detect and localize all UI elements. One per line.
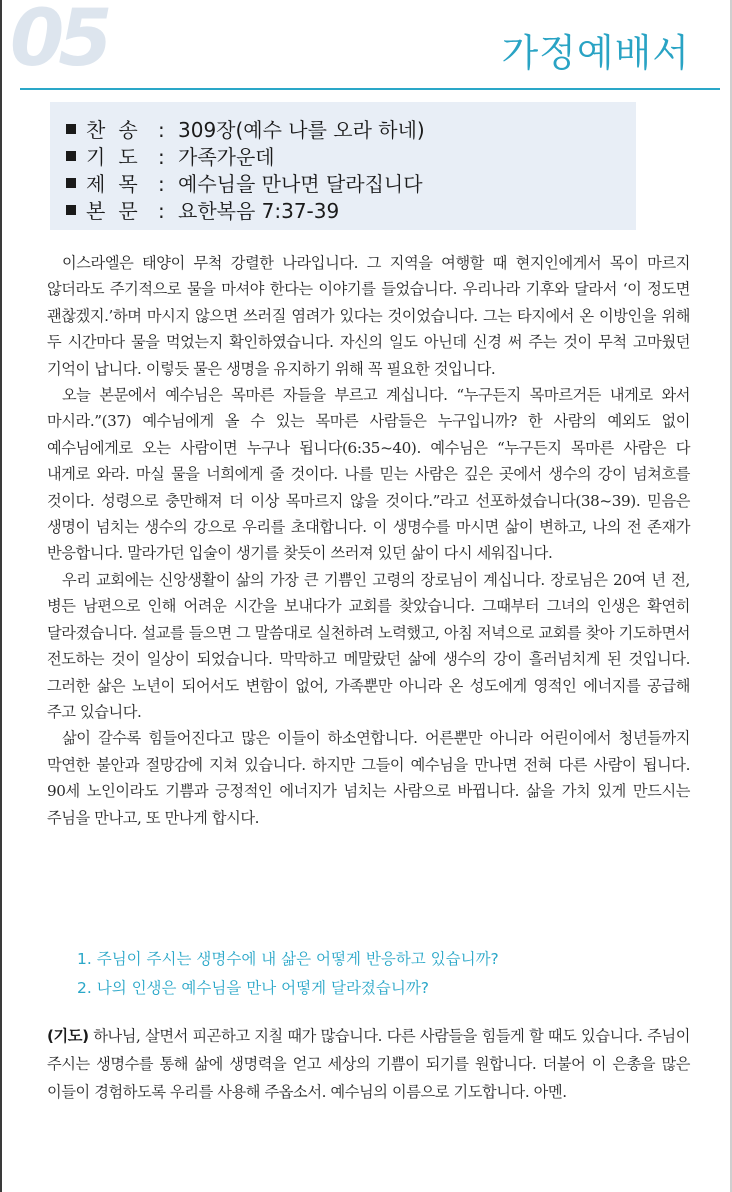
info-colon: :	[158, 172, 165, 196]
info-value: 요한복음 7:37-39	[178, 199, 340, 223]
bullet-square-icon	[66, 124, 76, 134]
info-row-subject	[66, 168, 423, 196]
sermon-paragraph: 삶이 갈수록 힘들어진다고 많은 이들이 하소연합니다. 어른뿐만 아니라 어린이에서 청년들까지 막연한 불안과 절망감에 지쳐 있습니다. 하지만 그들이 예수님을 만나면 전혀 다른 사람이 됩니다. 90세 노인이라도 기쁨과 긍정적인 에너지가 넘치는 사람으로 바뀝니다. 삶을 가치 있게 만드시는 주님을 만나고, 또 만나게 합시다.	[47, 729, 690, 827]
question-item: 1. 주님이 주시는 생명수에 내 삶은 어떻게 반응하고 있습니까?	[77, 950, 499, 968]
prayer-paragraph	[47, 1022, 690, 1106]
info-row-scripture	[66, 195, 339, 223]
page-number: 05	[10, 0, 107, 84]
prayer-text: 하나님, 살면서 피곤하고 지칠 때가 많습니다. 다른 사람들을 힘들게 할 때도 있습니다. 주님이 주시는 생명수를 통해 삶에 생명력을 얻고 세상의 기쁨이 되기를 원합니다. 더불어 이 은총을 많은 이들이 경험하도록 우리를 사용해 주옵소서. 예수님의 이름으로 기도합니다. 아멘.	[47, 1027, 690, 1101]
sermon-paragraph: 오늘 본문에서 예수님은 목마른 자들을 부르고 계십니다. “누구든지 목마르거든 내게로 와서 마시라.”(37) 예수님에게 올 수 있는 목마른 사람들은 누구입니까? 한 사람의 예외도 없이 예수님에게로 오는 사람이면 누구나 됩니다(6:35~40). 예수님은 “누구든지 목마른 사람은 다 내게로 와라. 마실 물을 너희에게 줄 것이다. 나를 믿는 사람은 깊은 곳에서 생수의 강이 넘쳐흐를 것이다. 성령으로 충만해져 더 이상 목마르지 않을 것이다.”라고 선포하셨습니다(38~39). 믿음은 생명이 넘치는 생수의 강으로 우리를 초대합니다. 이 생명수를 마시면 삶이 변하고, 나의 전 존재가 반응합니다. 말라가던 입술이 생기를 찾듯이 쓰러져 있던 삶이 다시 세워집니다.	[47, 386, 690, 563]
info-colon: :	[158, 199, 165, 223]
page-title: 가정예배서	[501, 31, 690, 75]
sermon-paragraph: 우리 교회에는 신앙생활이 삶의 가장 큰 기쁨인 고령의 장로님이 계십니다. 장로님은 20여 년 전, 병든 남편으로 인해 어려운 시간을 보내다가 교회를 찾았습니다. 그때부터 그녀의 인생은 확연히 달라졌습니다. 설교를 들으면 그 말씀대로 실천하려 노력했고, 아침 저녁으로 교회를 찾아 기도하면서 전도하는 것이 일상이 되었습니다. 막막하고 메말랐던 삶에 생수의 강이 흘러넘치게 된 것입니다. 그러한 삶은 노년이 되어서도 변함이 없어, 가족뿐만 아니라 온 성도에게 영적인 에너지를 공급해 주고 있습니다.	[47, 570, 690, 721]
info-row-prayer	[66, 141, 275, 169]
prayer-label: (기도)	[47, 1027, 89, 1045]
info-label: 찬송	[86, 118, 151, 142]
info-label: 제목	[86, 172, 151, 196]
info-colon: :	[158, 145, 165, 169]
bullet-square-icon	[66, 178, 76, 188]
closing-prayer	[47, 1022, 690, 1106]
info-label: 기도	[86, 145, 151, 169]
title-divider	[20, 88, 720, 90]
info-label: 본문	[86, 199, 151, 223]
reflection-questions	[77, 945, 677, 1003]
bullet-square-icon	[66, 205, 76, 215]
info-value: 가족가운데	[178, 145, 275, 169]
info-value: 309장(예수 나를 오라 하네)	[178, 118, 425, 142]
left-border	[0, 0, 2, 1192]
sermon-body	[47, 250, 690, 831]
info-colon: :	[158, 118, 165, 142]
sermon-paragraph: 이스라엘은 태양이 무척 강렬한 나라입니다. 그 지역을 여행할 때 현지인에게서 목이 마르지 않더라도 주기적으로 물을 마셔야 한다는 이야기를 들었습니다. 우리나라 기후와 달라서 ‘이 정도면 괜찮겠지.’하며 마시지 않으면 쓰러질 염려가 있다는 것이었습니다. 그는 타지에서 온 이방인을 위해 두 시간마다 물을 먹었는지 확인하였습니다. 자신의 일도 아닌데 신경 써 주는 것이 무척 고마웠던 기억이 납니다. 이렇듯 물은 생명을 유지하기 위해 꼭 필요한 것입니다.	[47, 254, 690, 378]
question-item: 2. 나의 인생은 예수님을 만나 어떻게 달라졌습니까?	[77, 979, 430, 997]
worship-info-box	[50, 102, 636, 230]
info-value: 예수님을 만나면 달라집니다	[178, 172, 423, 196]
bullet-square-icon	[66, 151, 76, 161]
info-row-hymn	[66, 114, 425, 142]
